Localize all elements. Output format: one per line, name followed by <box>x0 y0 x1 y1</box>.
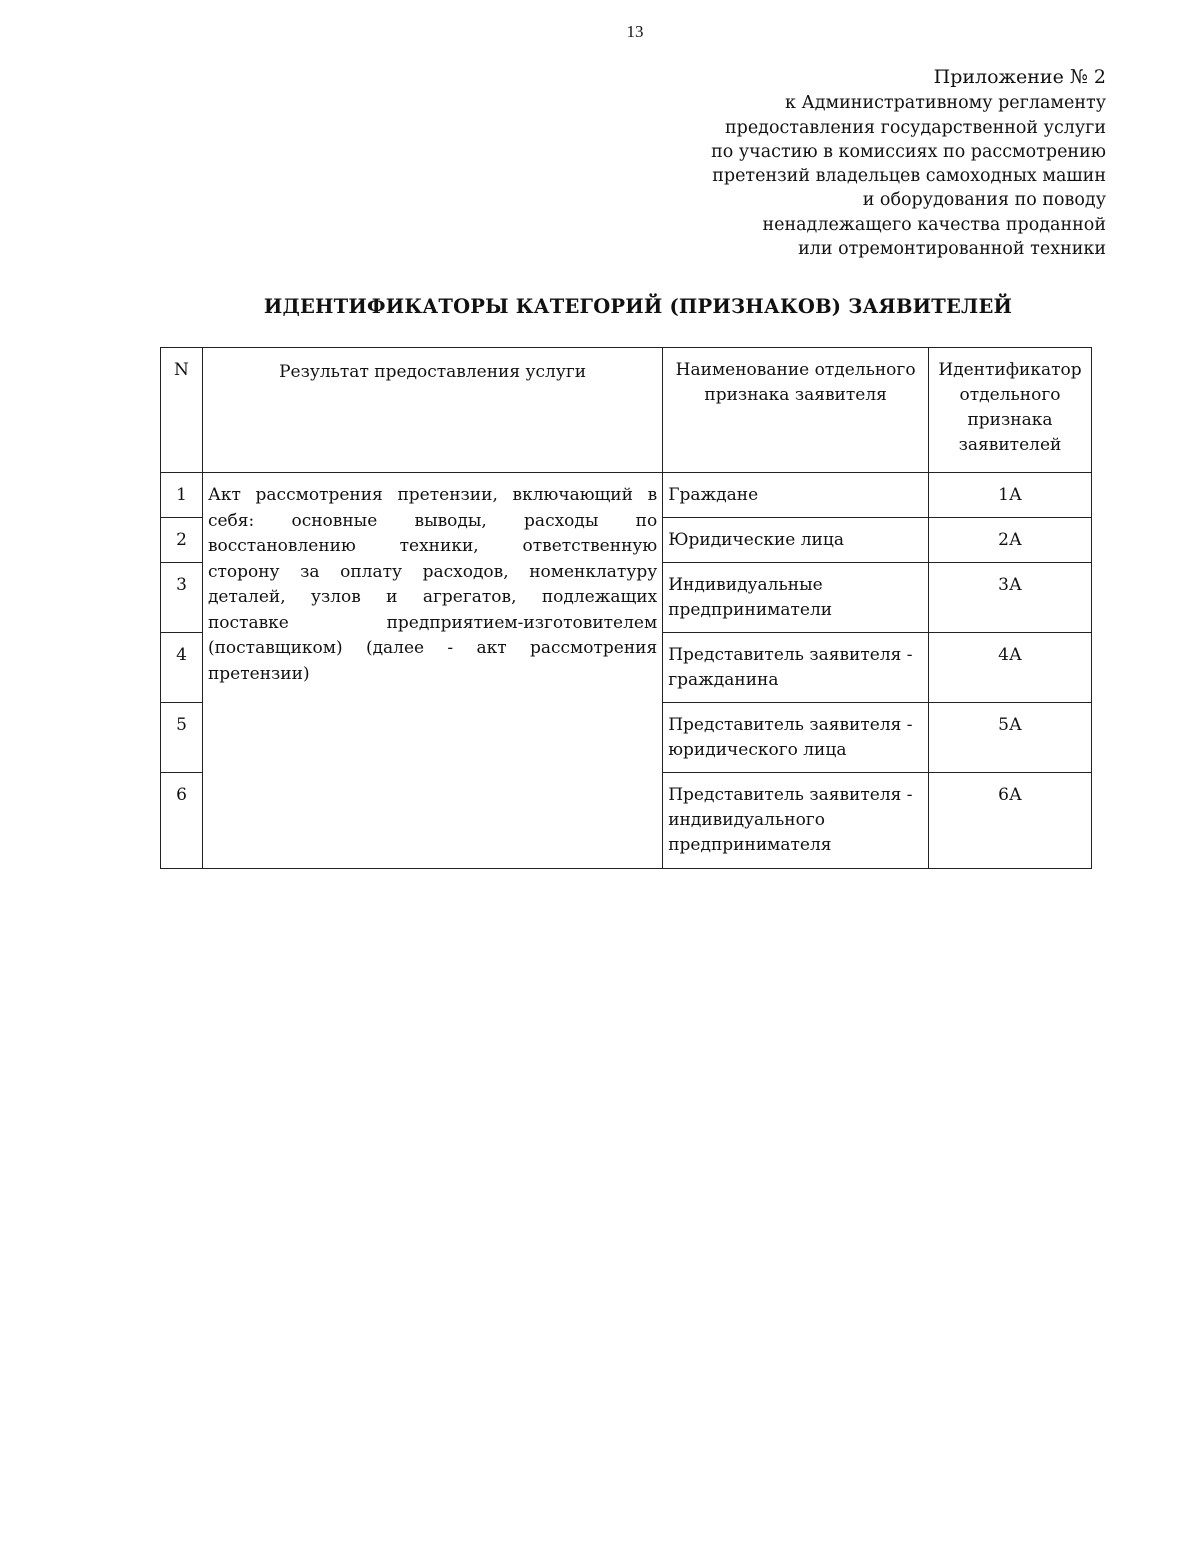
appendix-line: или отремонтированной техники <box>798 239 1106 260</box>
appendix-line: по участию в комиссиях по рассмотрению <box>711 141 1106 162</box>
attribute-name: Представитель заявителя - индивидуального предпринимателя <box>663 773 929 869</box>
attribute-name: Юридические лица <box>663 518 929 563</box>
service-result-cell: Акт рассмотрения претензии, включающий в себя: основные выводы, расходы по восстановлению техники, ответственную сторону за оплату расходов, номенклатуру деталей, узлов и агрегатов, подлежащих поставке предприятием-изготовителем (поставщиком) (далее - акт рассмотрения претензии) <box>202 473 662 869</box>
row-number: 5 <box>161 703 203 773</box>
row-number: 2 <box>161 518 203 563</box>
attribute-name: Представитель заявителя - юридического лица <box>663 703 929 773</box>
header-number: N <box>161 348 203 473</box>
page-number: 13 <box>626 22 644 41</box>
attribute-identifier: 2А <box>929 518 1092 563</box>
attribute-identifier: 5А <box>929 703 1092 773</box>
appendix-line: к Административному регламенту <box>784 93 1106 114</box>
row-number: 1 <box>161 473 203 518</box>
table-row <box>161 473 1092 518</box>
row-number: 6 <box>161 773 203 869</box>
appendix-line: предоставления государственной услуги <box>724 117 1106 138</box>
row-number: 4 <box>161 633 203 703</box>
attribute-identifier: 3А <box>929 563 1092 633</box>
attribute-identifier: 6А <box>929 773 1092 869</box>
attribute-identifier: 1А <box>929 473 1092 518</box>
header-attribute-name: Наименование отдельного признака заявителя <box>663 348 929 473</box>
header-result: Результат предоставления услуги <box>202 348 662 473</box>
appendix-line: ненадлежащего качества проданной <box>762 214 1106 235</box>
attribute-name: Представитель заявителя - гражданина <box>663 633 929 703</box>
appendix-title: Приложение № 2 <box>933 66 1106 88</box>
attribute-name: Индивидуальные предприниматели <box>663 563 929 633</box>
attribute-identifier: 4А <box>929 633 1092 703</box>
attribute-name: Граждане <box>663 473 929 518</box>
row-number: 3 <box>161 563 203 633</box>
appendix-line: и оборудования по поводу <box>862 190 1106 211</box>
header-identifier: Идентификатор отдельного признака заявителей <box>929 348 1092 473</box>
appendix-line: претензий владельцев самоходных машин <box>712 166 1106 187</box>
applicant-identifiers-table <box>160 347 1092 869</box>
table-header-row <box>161 348 1092 473</box>
appendix-block <box>711 65 1106 261</box>
document-title: ИДЕНТИФИКАТОРЫ КАТЕГОРИЙ (ПРИЗНАКОВ) ЗАЯВИТЕЛЕЙ <box>263 295 1013 318</box>
